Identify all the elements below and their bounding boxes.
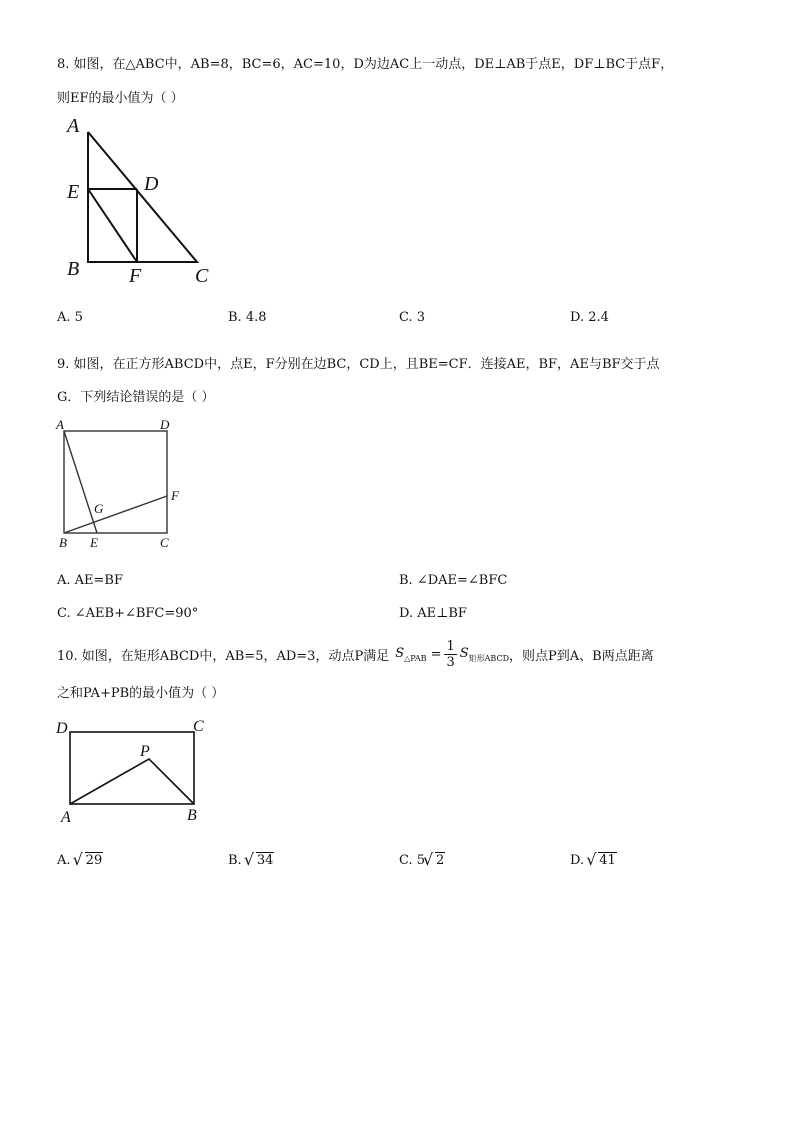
q10-stem-line2: 之和PA+PB的最小值为（ ） bbox=[57, 686, 225, 701]
q10-frac-num: 1 bbox=[446, 639, 455, 654]
q9-label-d: D bbox=[160, 417, 170, 432]
q9-label-c: C bbox=[160, 535, 169, 550]
q10-area-rect bbox=[460, 646, 509, 664]
q8-segment-ef bbox=[88, 189, 137, 262]
q10-option-c-prefix: C. bbox=[399, 853, 413, 868]
q10-fraction bbox=[444, 640, 456, 669]
q9-figure bbox=[50, 414, 190, 554]
q10-option-c[interactable] bbox=[399, 853, 445, 868]
q9-option-d[interactable]: D. AE⊥BF bbox=[399, 606, 467, 621]
q10-stem-text-a: 10. 如图，在矩形ABCD中，AB=5，AD=3，动点P满足 bbox=[57, 649, 390, 664]
q10-option-a[interactable] bbox=[57, 853, 103, 868]
q10-option-d[interactable] bbox=[570, 853, 617, 868]
q10-label-c: C bbox=[193, 718, 204, 735]
q10-frac-den: 3 bbox=[446, 655, 455, 670]
q9-label-g: G bbox=[94, 501, 104, 516]
q8-label-d: D bbox=[144, 173, 159, 195]
q10-label-p: P bbox=[140, 743, 150, 760]
q8-label-a: A bbox=[67, 115, 80, 137]
q10-label-a: A bbox=[61, 809, 71, 826]
q9-label-b: B bbox=[59, 535, 67, 550]
q10-option-a-sqrt bbox=[75, 853, 104, 868]
q8-label-c: C bbox=[195, 265, 209, 287]
q10-option-d-prefix: D. bbox=[570, 853, 585, 868]
q8-label-b: B bbox=[67, 258, 80, 280]
q10-s-sub-pab: △PAB bbox=[404, 654, 427, 663]
q10-stem-text-b: ，则点P到A、B两点距离 bbox=[509, 649, 654, 664]
q10-option-c-radicand: 2 bbox=[436, 853, 445, 868]
q8-stem-line2: 则EF的最小值为（ ） bbox=[57, 91, 184, 106]
q10-label-b: B bbox=[187, 807, 197, 824]
q10-option-c-sqrt bbox=[425, 853, 445, 868]
q10-option-d-radicand: 41 bbox=[599, 853, 616, 868]
q10-option-b-radicand: 34 bbox=[256, 853, 274, 868]
q9-stem-line1: 9. 如图，在正方形ABCD中，点E，F分别在边BC，CD上，且BE=CF．连接AE，BF，AE与BF交于点 bbox=[57, 357, 660, 372]
q10-label-d: D bbox=[56, 720, 68, 737]
q10-option-d-sqrt bbox=[588, 853, 617, 868]
q8-label-f: F bbox=[129, 265, 142, 287]
q8-stem-line1: 8. 如图，在△ABC中，AB=8，BC=6，AC=10，D为边AC上一动点，DE⊥AB于点E，DF⊥BC于点F， bbox=[57, 57, 674, 72]
q8-figure bbox=[55, 112, 235, 287]
q9-segment-ae bbox=[64, 431, 97, 533]
q8-label-e: E bbox=[67, 181, 80, 203]
q10-path-apb bbox=[70, 759, 194, 804]
q9-option-c[interactable]: C. ∠AEB+∠BFC=90° bbox=[57, 606, 199, 621]
q10-option-b[interactable] bbox=[228, 853, 274, 868]
q10-option-a-radicand: 29 bbox=[85, 853, 103, 868]
q9-label-f: F bbox=[171, 488, 179, 503]
q10-s-symbol-2: S bbox=[459, 645, 469, 661]
q8-option-c[interactable]: C. 3 bbox=[399, 310, 426, 325]
q9-stem-line2: G．下列结论错误的是（ ） bbox=[57, 390, 215, 405]
q9-option-a[interactable]: A. AE=BF bbox=[57, 573, 123, 588]
q10-option-b-prefix: B. bbox=[228, 853, 242, 868]
q8-triangle-abc bbox=[88, 132, 197, 262]
q8-option-b[interactable]: B. 4.8 bbox=[228, 310, 267, 325]
q10-stem-line1: 10. 如图，在矩形ABCD中，AB=5，AD=3，动点P满足 $S_{\triangle PAB}$ = $\frac{1}{3}$ $S_{矩形ABCD}$ ，则点P到A、B两点距离 bbox=[57, 639, 654, 670]
q9-label-e: E bbox=[90, 535, 98, 550]
q9-square-abcd bbox=[64, 431, 167, 533]
q10-option-b-sqrt bbox=[246, 853, 275, 868]
q10-option-a-prefix: A. bbox=[57, 853, 71, 868]
q9-label-a: A bbox=[56, 417, 64, 432]
q8-option-a[interactable]: A. 5 bbox=[57, 310, 83, 325]
q10-figure bbox=[52, 714, 222, 829]
q10-s-sub-rect: 矩形ABCD bbox=[468, 653, 509, 663]
q8-option-d[interactable]: D. 2.4 bbox=[570, 310, 609, 325]
q9-segment-bf bbox=[64, 496, 167, 533]
q10-area-pab bbox=[395, 646, 426, 663]
q9-option-b[interactable]: B. ∠DAE=∠BFC bbox=[399, 573, 508, 588]
q10-s-symbol: S bbox=[395, 646, 405, 661]
q10-option-c-coef: 5 bbox=[416, 853, 426, 868]
